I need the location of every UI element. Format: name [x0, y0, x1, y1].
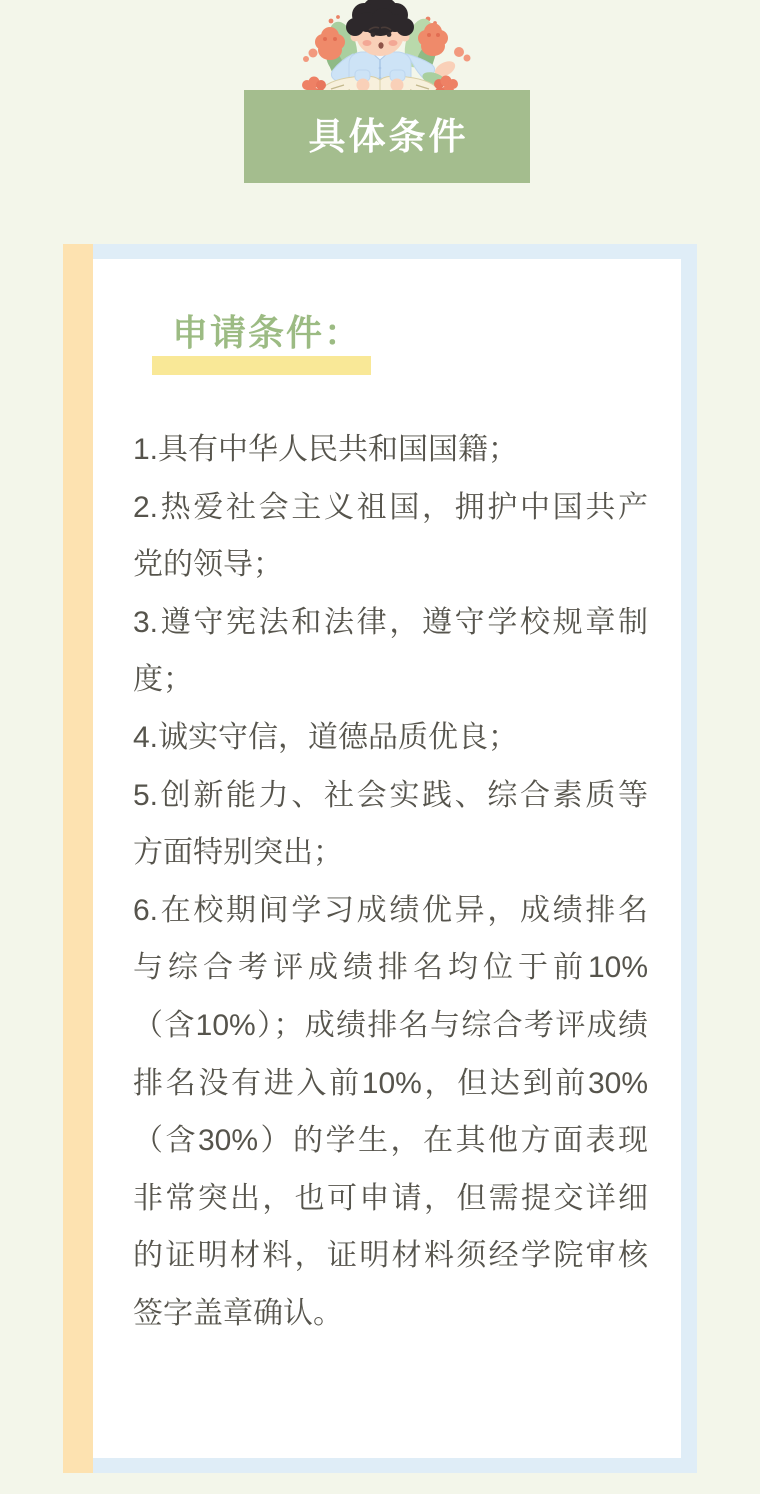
condition-line: 签字盖章确认。 — [133, 1296, 343, 1330]
section-banner — [244, 90, 530, 183]
condition-line: 2.热爱社会主义祖国，拥护中国共产 — [133, 490, 648, 524]
condition-line: 党的领导； — [133, 548, 283, 582]
condition-line: （含10%）；成绩排名与综合考评成绩 — [133, 1008, 648, 1042]
condition-line: 度； — [133, 663, 193, 697]
title-yellow-highlight — [152, 356, 371, 375]
conditions-list — [133, 421, 648, 1343]
condition-line: 1.具有中华人民共和国国籍； — [133, 433, 519, 466]
banner-title: 具体条件 — [308, 116, 469, 157]
condition-line: 方面特别突出； — [133, 836, 343, 870]
condition-line: 与综合考评成绩排名均位于前10% — [133, 951, 648, 985]
content-card — [93, 259, 681, 1458]
section-title: 申请条件： — [172, 312, 363, 353]
content-card-wrap — [63, 244, 697, 1473]
condition-line: 的证明材料，证明材料须经学院审核 — [133, 1239, 648, 1273]
condition-line: 5.创新能力、社会实践、综合素质等 — [133, 778, 648, 812]
boy-reading-illustration — [283, 0, 483, 100]
condition-line: （含30%）的学生，在其他方面表现 — [133, 1124, 648, 1158]
condition-line: 非常突出，也可申请，但需提交详细 — [133, 1181, 648, 1215]
hair — [346, 0, 414, 36]
condition-line: 6.在校期间学习成绩优异，成绩排名 — [133, 893, 648, 927]
condition-line: 3.遵守宪法和法律，遵守学校规章制 — [133, 605, 648, 639]
condition-line: 排名没有进入前10%，但达到前30% — [133, 1066, 648, 1100]
condition-line: 4.诚实守信，道德品质优良； — [133, 720, 519, 754]
card-orange-accent-bar — [63, 244, 93, 1473]
